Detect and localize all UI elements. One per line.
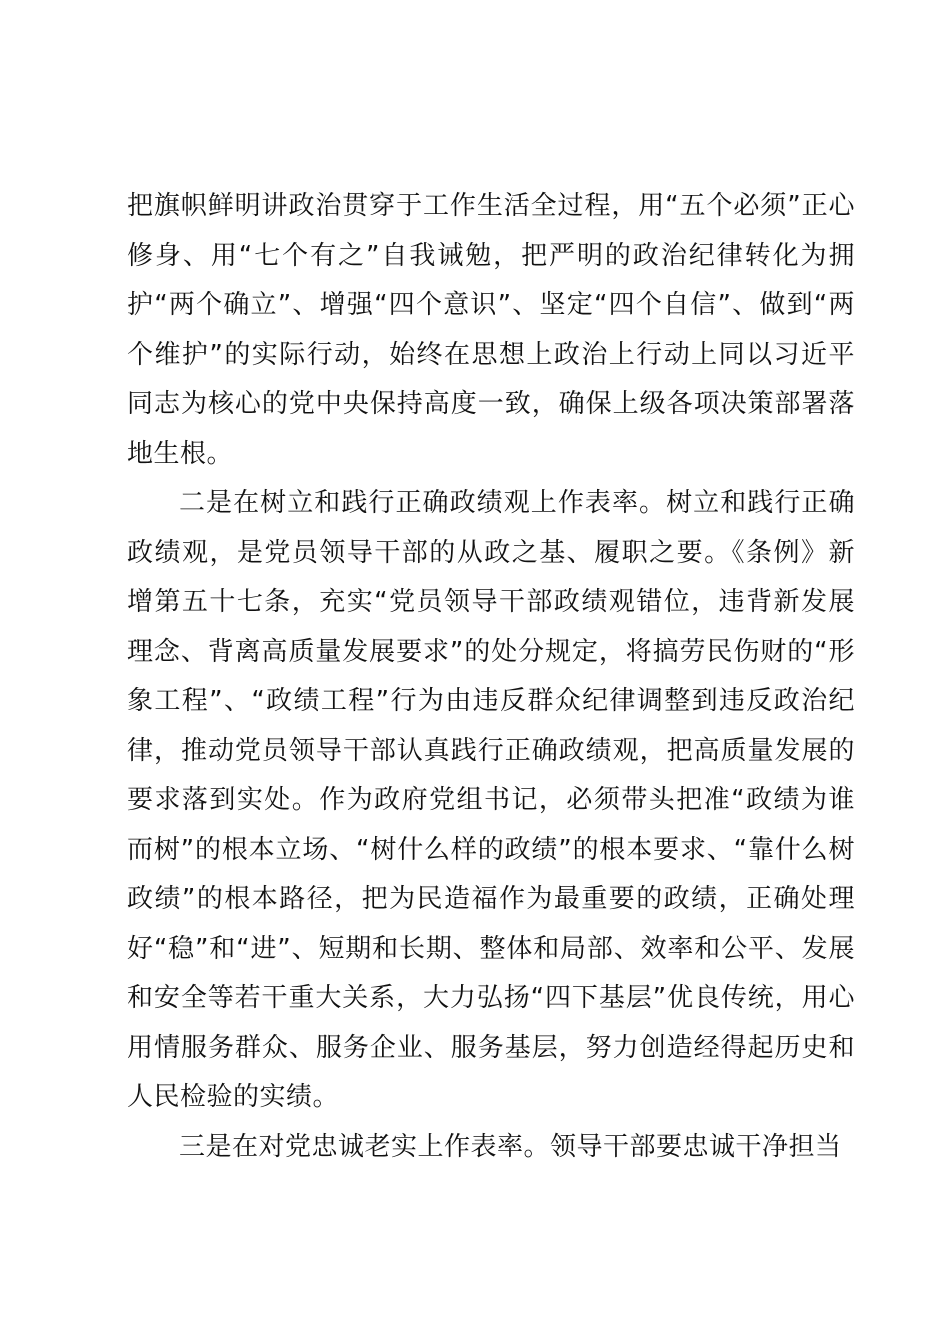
paragraph-continuation: 把旗帜鲜明讲政治贯穿于工作生活全过程，用“五个必须”正心修身、用“七个有之”自我诫勉，把严明的政治纪律转化为拥护“两个确立”、增强“四个意识”、坚定“四个自信”、做到“两个维护”的实际行动，始终在思想上政治上行动上同以习近平同志为核心的党中央保持高度一致，确保上级各项决策部署落地生根。 — [127, 191, 855, 469]
document-page — [127, 182, 855, 1172]
paragraph-party-loyalty: 三是在对党忠诚老实上作表率。领导干部要忠诚干净担当 — [179, 1131, 842, 1162]
paragraph-performance-view: 二是在树立和践行正确政绩观上作表率。树立和践行正确政绩观，是党员领导干部的从政之基、履职之要。《条例》新增第五十七条，充实“党员领导干部政绩观错位，违背新发展理念、背离高质量发展要求”的处分规定，将搞劳民伤财的“形象工程”、“政绩工程”行为由违反群众纪律调整到违反政治纪律，推动党员领导干部认真践行正确政绩观，把高质量发展的要求落到实处。作为政府党组书记，必须带头把准“政绩为谁而树”的根本立场、“树什么样的政绩”的根本要求、“靠什么树政绩”的根本路径，把为民造福作为最重要的政绩，正确处理好“稳”和“进”、短期和长期、整体和局部、效率和公平、发展和安全等若干重大关系，大力弘扬“四下基层”优良传统，用心用情服务群众、服务企业、服务基层，努力创造经得起历史和人民检验的实绩。 — [127, 488, 855, 1112]
